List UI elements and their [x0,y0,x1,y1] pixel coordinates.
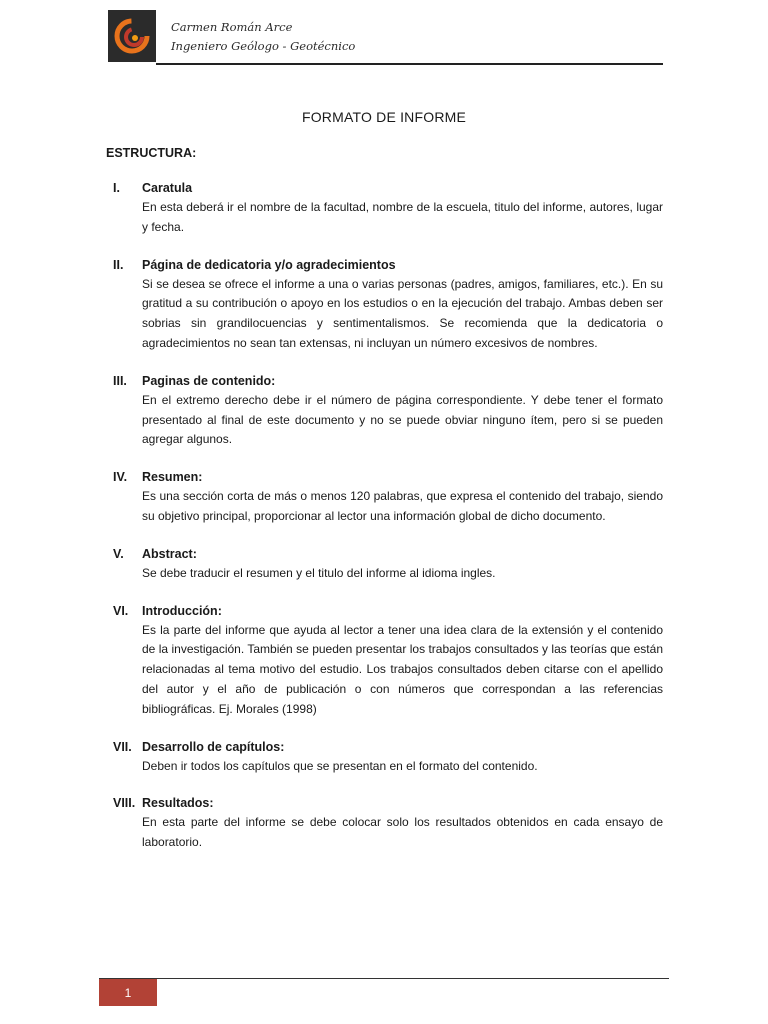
section-item [113,737,663,777]
section-item [113,178,663,238]
section-body: Se debe traducir el resumen y el titulo del informe al idioma ingles. [142,565,496,580]
footer-divider [99,978,669,979]
section-body: En esta parte del informe se debe colocar solo los resultados obtenidos en cada ensayo de laboratorio. [142,815,663,850]
section-heading [113,255,663,275]
section-body: En esta deberá ir el nombre de la facultad, nombre de la escuela, titulo del informe, autores, lugar y fecha. [142,200,663,234]
section-heading [113,737,663,757]
structure-heading: ESTRUCTURA: [106,146,197,160]
section-title: Paginas de contenido: [142,373,276,388]
section-body: Deben ir todos los capítulos que se presentan en el formato del contenido. [142,758,538,773]
section-heading [113,467,663,487]
section-title: Página de dedicatoria y/o agradecimientos [142,257,396,272]
document-title: FORMATO DE INFORME [301,109,467,125]
section-item [113,601,663,720]
section-title: Introducción: [142,603,222,618]
section-number: VIII. [113,796,136,811]
section-item [113,544,663,584]
section-heading [113,793,663,813]
section-number: III. [113,373,127,388]
section-number: IV. [113,470,128,485]
author-role: Ingeniero Geólogo - Geotécnico [171,39,356,53]
section-heading [113,371,663,391]
page-header [108,10,663,66]
logo-swirl-icon [112,16,152,56]
section-title: Abstract: [142,546,197,561]
section-number: VII. [113,739,132,754]
section-item [113,371,663,450]
section-heading [113,544,663,564]
section-number: II. [113,257,124,272]
section-title: Resultados: [142,796,214,811]
section-body: En el extremo derecho debe ir el número de página correspondiente. Y debe tener el formato presentado al final de este documento y no se puede obviar ninguno ítem, pero si se pueden agregar algunos. [142,392,663,447]
section-body: Si se desea se ofrece el informe a una o varias personas (padres, amigos, familiares, etc.). En su gratitud a su contribución o apoyo en los estudios o en la ejecución del trabajo. Ambas deben ser sobrias sin grandilocuencias y sentimentalismos. Se recomienda que la dedicatoria o agradecimientos no sean tan extensas, ni incluyan un número excesivos de nombres. [142,276,663,350]
section-item [113,793,663,853]
author-name: Carmen Román Arce [171,20,293,34]
section-number: I. [113,181,120,195]
section-body: Es una sección corta de más o menos 120 palabras, que expresa el contenido del trabajo, siendo su objetivo principal, proporcionar al lector una información global de dicho documento. [142,489,663,523]
company-logo [108,10,156,62]
header-text [171,18,355,56]
section-heading [113,178,663,198]
section-number: VI. [113,603,129,618]
section-item [113,467,663,527]
section-number: V. [113,546,124,561]
section-heading [113,601,663,621]
section-item [113,255,663,354]
section-title: Caratula [142,181,193,195]
header-divider [156,63,663,65]
section-body: Es la parte del informe que ayuda al lector a tener una idea clara de la extensión y el contenido de la investigación. También se pueden presentar los trabajos consultados y las teorías que están relacionadas al tema motivo del estudio. Los trabajos consultados deben citarse con el apellido del autor y el año de publicación o con números que correspondan a las referencias bibliográficas. Ej. Morales (1998) [142,622,663,716]
sections-list [113,178,663,870]
section-title: Desarrollo de capítulos: [142,739,285,754]
section-title: Resumen: [142,470,203,485]
page-number: 1 [99,979,157,1006]
